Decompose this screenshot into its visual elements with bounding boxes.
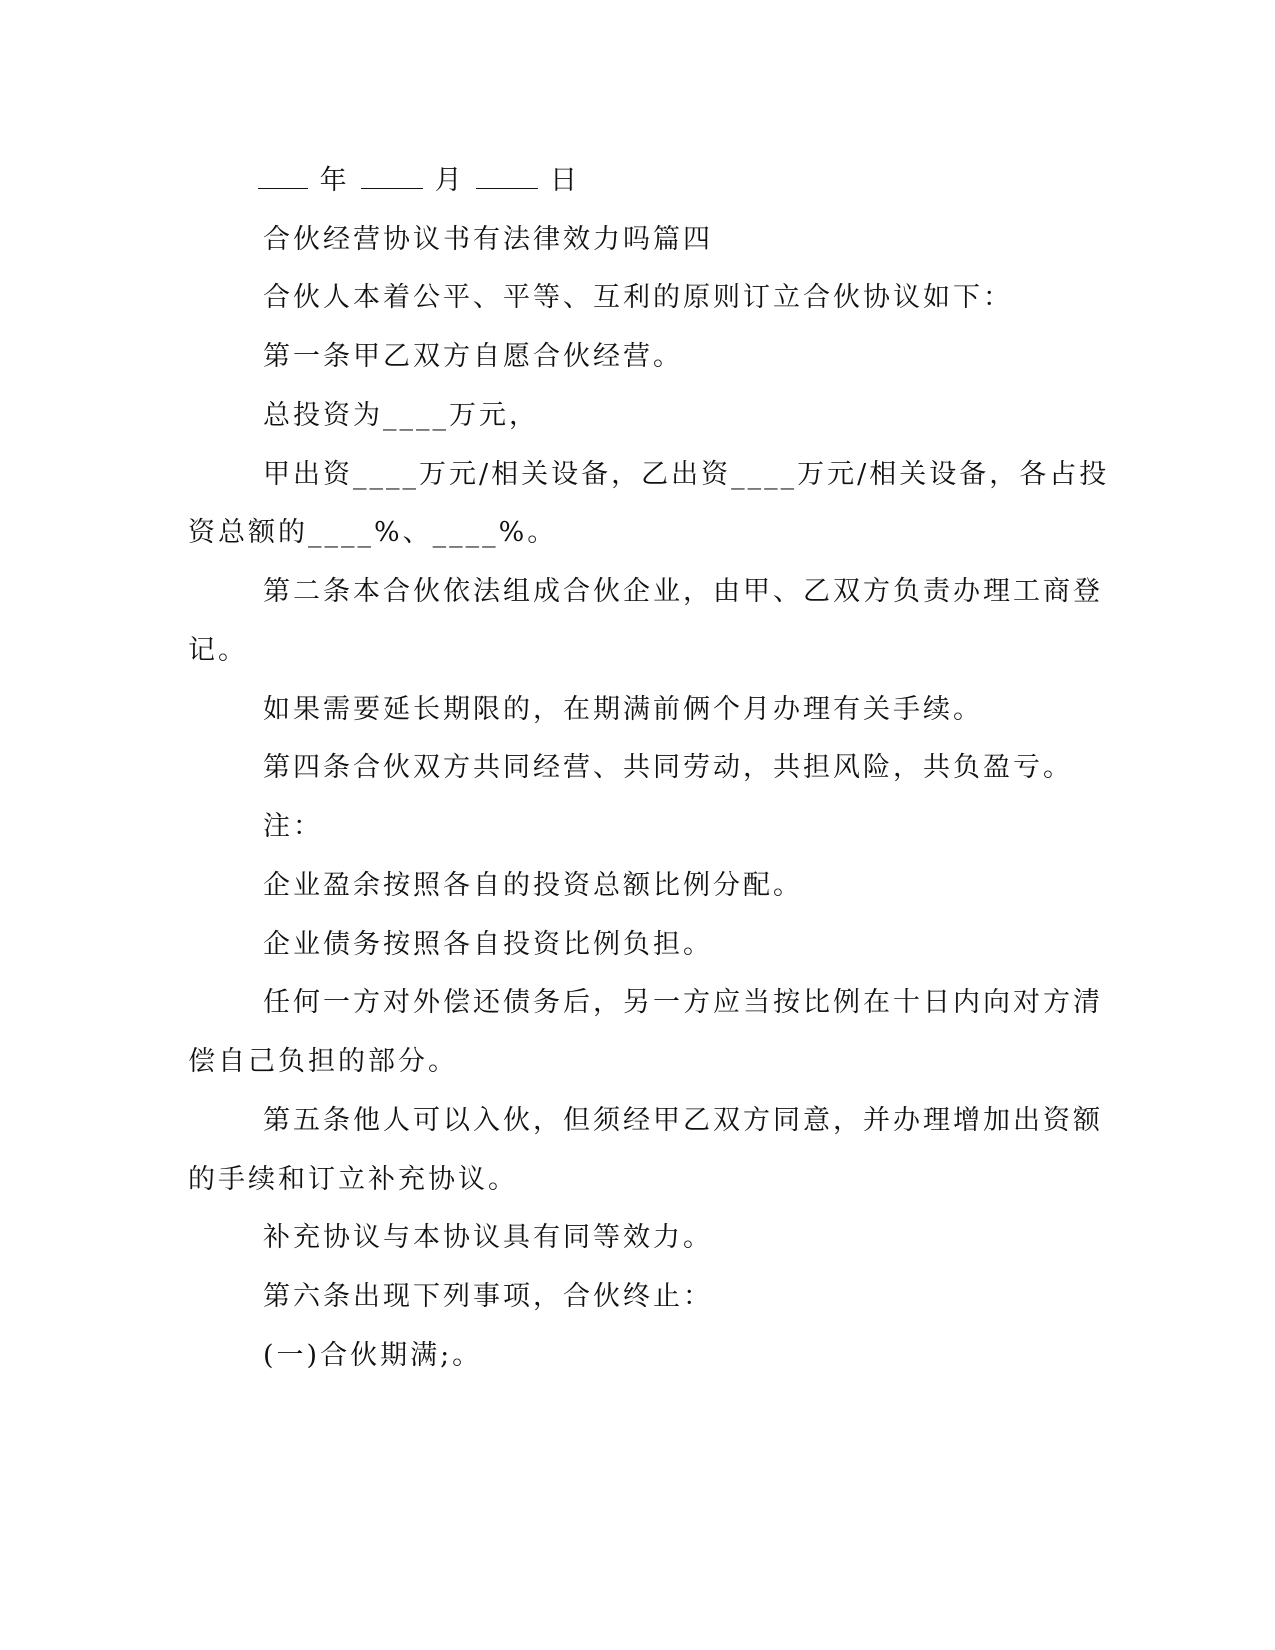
paragraph-article-2-line-2: 记。 <box>188 635 248 666</box>
paragraph-contribution-line-1: 甲出资____万元/相关设备，乙出资____万元/相关设备，各占投 <box>263 459 1110 490</box>
paragraph-item-1: (一)合伙期满;。 <box>263 1340 483 1371</box>
paragraph-note: 注： <box>263 811 323 842</box>
paragraph-repayment-line-1: 任何一方对外偿还债务后，另一方应当按比例在十日内向对方清 <box>263 987 1103 1018</box>
paragraph-article-4: 第四条合伙双方共同经营、共同劳动，共担风险，共负盈亏。 <box>263 752 1073 783</box>
paragraph-debt: 企业债务按照各自投资比例负担。 <box>263 929 713 960</box>
day-blank <box>476 164 538 189</box>
paragraph-total-investment: 总投资为____万元， <box>263 400 539 431</box>
paragraph-supplement: 补充协议与本协议具有同等效力。 <box>263 1222 713 1253</box>
paragraph-repayment-line-2: 偿自己负担的部分。 <box>188 1046 458 1077</box>
paragraph-article-6: 第六条出现下列事项，合伙终止： <box>263 1281 713 1312</box>
year-blank <box>258 164 308 189</box>
date-line <box>0 163 1275 199</box>
paragraph-contribution-line-2: 资总额的____%、____%。 <box>188 517 558 548</box>
paragraph-extension: 如果需要延长期限的，在期满前俩个月办理有关手续。 <box>263 694 983 725</box>
paragraph-article-2-line-1: 第二条本合伙依法组成合伙企业，由甲、乙双方负责办理工商登 <box>263 576 1103 607</box>
paragraph-profit: 企业盈余按照各自的投资总额比例分配。 <box>263 870 803 901</box>
month-label: 月 <box>434 165 465 196</box>
year-label: 年 <box>319 165 350 196</box>
paragraph-intro: 合伙人本着公平、平等、互利的原则订立合伙协议如下： <box>263 282 1013 313</box>
paragraph-article-5-line-2: 的手续和订立补充协议。 <box>188 1164 518 1195</box>
paragraph-article-5-line-1: 第五条他人可以入伙，但须经甲乙双方同意，并办理增加出资额 <box>263 1105 1103 1136</box>
month-blank <box>361 164 423 189</box>
section-heading: 合伙经营协议书有法律效力吗篇四 <box>263 224 713 255</box>
day-label: 日 <box>549 165 580 196</box>
paragraph-article-1: 第一条甲乙双方自愿合伙经营。 <box>263 341 683 372</box>
